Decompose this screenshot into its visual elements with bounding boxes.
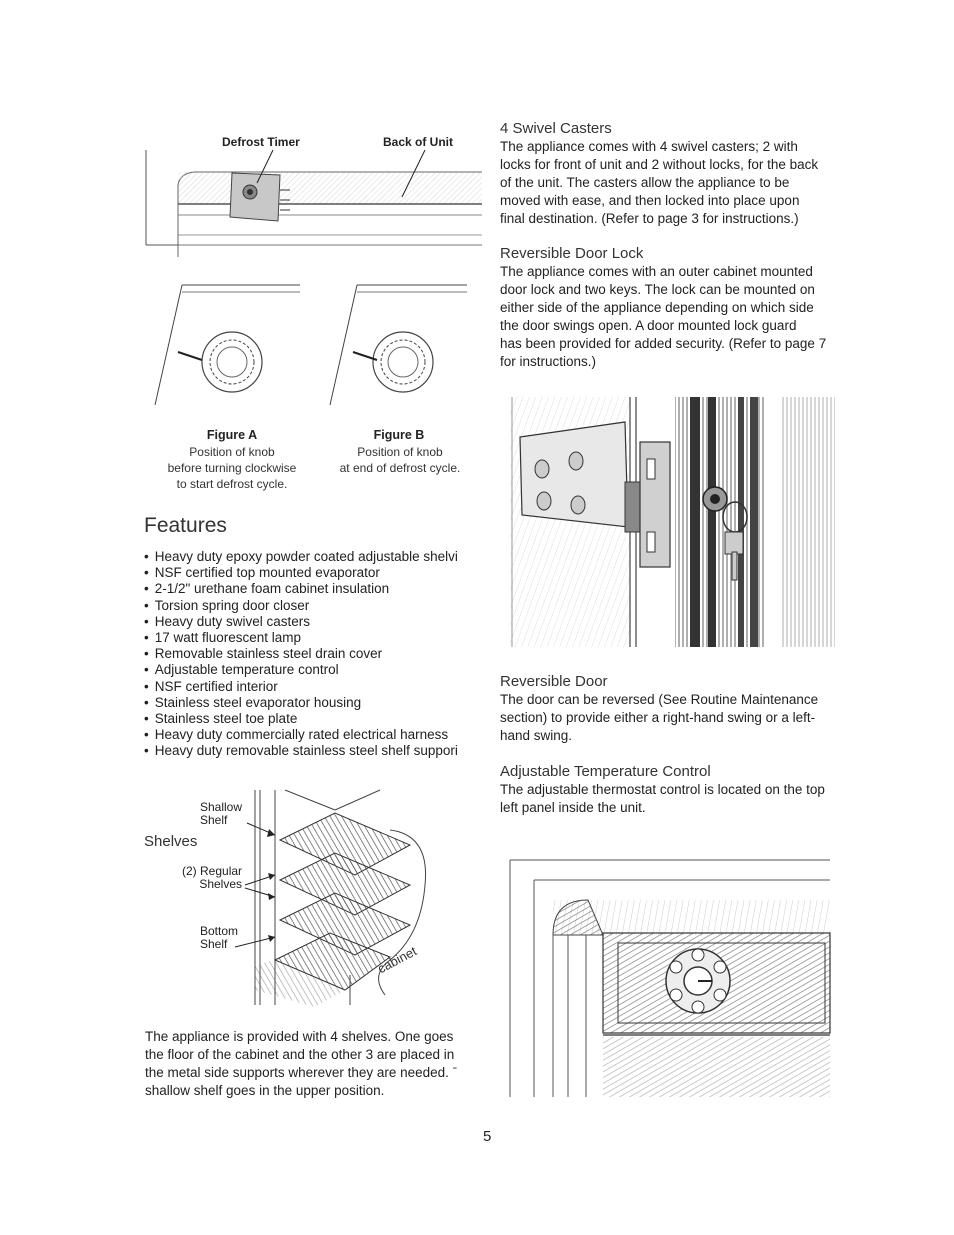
door-lock-text-line: has been provided for added security. (Refer to page 7	[500, 336, 827, 351]
page-number: 5	[483, 1128, 492, 1145]
shelves-description	[145, 1028, 490, 1100]
casters-heading: 4 Swivel Casters	[500, 120, 612, 137]
feature-item: • Heavy duty commercially rated electrical harness	[144, 727, 484, 743]
bottom-shelf-label-line: Bottom	[200, 924, 239, 938]
defrost-timer-label: Defrost Timer	[222, 135, 300, 149]
door-lock-text-line: The appliance comes with an outer cabinet mounted	[500, 264, 813, 279]
figure-a-caption-line: to start defrost cycle.	[176, 477, 288, 491]
feature-item: • Stainless steel toe plate	[144, 711, 484, 727]
feature-item: • Adjustable temperature control	[144, 662, 484, 678]
features-list	[144, 549, 484, 760]
feature-item: • Heavy duty swivel casters	[144, 614, 484, 630]
shelves-description-line: The appliance is provided with 4 shelves. One goes	[145, 1029, 454, 1044]
door-lock-text	[500, 263, 860, 371]
feature-item: • 2-1/2" urethane foam cabinet insulation	[144, 581, 484, 597]
shelves-description-line: the metal side supports wherever they are needed. ˉ	[145, 1065, 458, 1080]
cabinet-label: cabinet	[375, 943, 420, 977]
feature-item: • 17 watt fluorescent lamp	[144, 630, 484, 646]
figure-a-caption-line: Position of knob	[189, 445, 275, 459]
feature-item: • Heavy duty epoxy powder coated adjustable shelvi	[144, 549, 484, 565]
shelves-description-line: the floor of the cabinet and the other 3 are placed in	[145, 1047, 455, 1062]
temp-control-text	[500, 781, 860, 817]
temp-control-text-line: left panel inside the unit.	[500, 800, 646, 815]
figure-b-caption	[322, 444, 478, 476]
bottom-shelf-label-line: Shelf	[200, 937, 228, 951]
temp-control-text-line: The adjustable thermostat control is located on the top	[500, 782, 825, 797]
casters-text-line: final destination. (Refer to page 3 for instructions.)	[500, 211, 799, 226]
figure-b-title: Figure B	[373, 428, 425, 442]
shelves-description-line: shallow shelf goes in the upper position.	[145, 1083, 385, 1098]
reversible-door-heading: Reversible Door	[500, 673, 608, 690]
shelves-illustration	[225, 785, 455, 1010]
shelves-title: Shelves	[144, 833, 198, 850]
defrost-timer-illustration	[140, 145, 485, 257]
shallow-shelf-label-line: Shallow	[200, 800, 243, 814]
door-lock-text-line: for instructions.)	[500, 354, 597, 369]
door-lock-text-line: door lock and two keys. The lock can be mounted on	[500, 282, 815, 297]
casters-text-line: locks for front of unit and 2 without locks, for the back	[500, 157, 819, 172]
back-of-unit-label: Back of Unit	[383, 135, 454, 149]
feature-item: • Torsion spring door closer	[144, 598, 484, 614]
door-lock-text-line: either side of the appliance depending on which side	[500, 300, 814, 315]
figure-a-caption	[152, 444, 312, 492]
feature-item: • Stainless steel evaporator housing	[144, 695, 484, 711]
regular-shelves-label-line: (2) Regular	[182, 864, 243, 878]
figure-b-caption-line: at end of defrost cycle.	[339, 461, 461, 475]
feature-item: • Heavy duty removable stainless steel shelf suppori	[144, 743, 484, 759]
figure-a-title: Figure A	[206, 428, 258, 442]
shallow-shelf-label-line: Shelf	[200, 813, 228, 827]
door-lock-heading: Reversible Door Lock	[500, 245, 644, 262]
door-lock-illustration	[510, 397, 835, 647]
door-lock-text-line: the door swings open. A door mounted lock guard	[500, 318, 797, 333]
temperature-control-illustration	[508, 855, 833, 1100]
casters-text-line: The appliance comes with 4 swivel casters; 2 with	[500, 139, 798, 154]
figure-b-caption-line: Position of knob	[357, 445, 443, 459]
casters-text-line: of the unit. The casters allow the appliance to be	[500, 175, 790, 190]
feature-item: • NSF certified interior	[144, 679, 484, 695]
regular-shelves-label-line: Shelves	[199, 877, 243, 891]
reversible-door-text-line: section) to provide either a right-hand swing or a left-	[500, 710, 816, 725]
features-title: Features	[144, 514, 227, 537]
temp-control-heading: Adjustable Temperature Control	[500, 763, 711, 780]
casters-text-line: moved with ease, and then locked into place upon	[500, 193, 800, 208]
reversible-door-text-line: hand swing.	[500, 728, 573, 743]
feature-item: • Removable stainless steel drain cover	[144, 646, 484, 662]
feature-item: • NSF certified top mounted evaporator	[144, 565, 484, 581]
knob-figure-b-illustration	[325, 280, 485, 410]
reversible-door-text-line: The door can be reversed (See Routine Maintenance	[500, 692, 819, 707]
knob-figure-a-illustration	[150, 280, 310, 410]
reversible-door-text	[500, 691, 860, 745]
figure-a-caption-line: before turning clockwise	[167, 461, 297, 475]
casters-text	[500, 138, 860, 228]
